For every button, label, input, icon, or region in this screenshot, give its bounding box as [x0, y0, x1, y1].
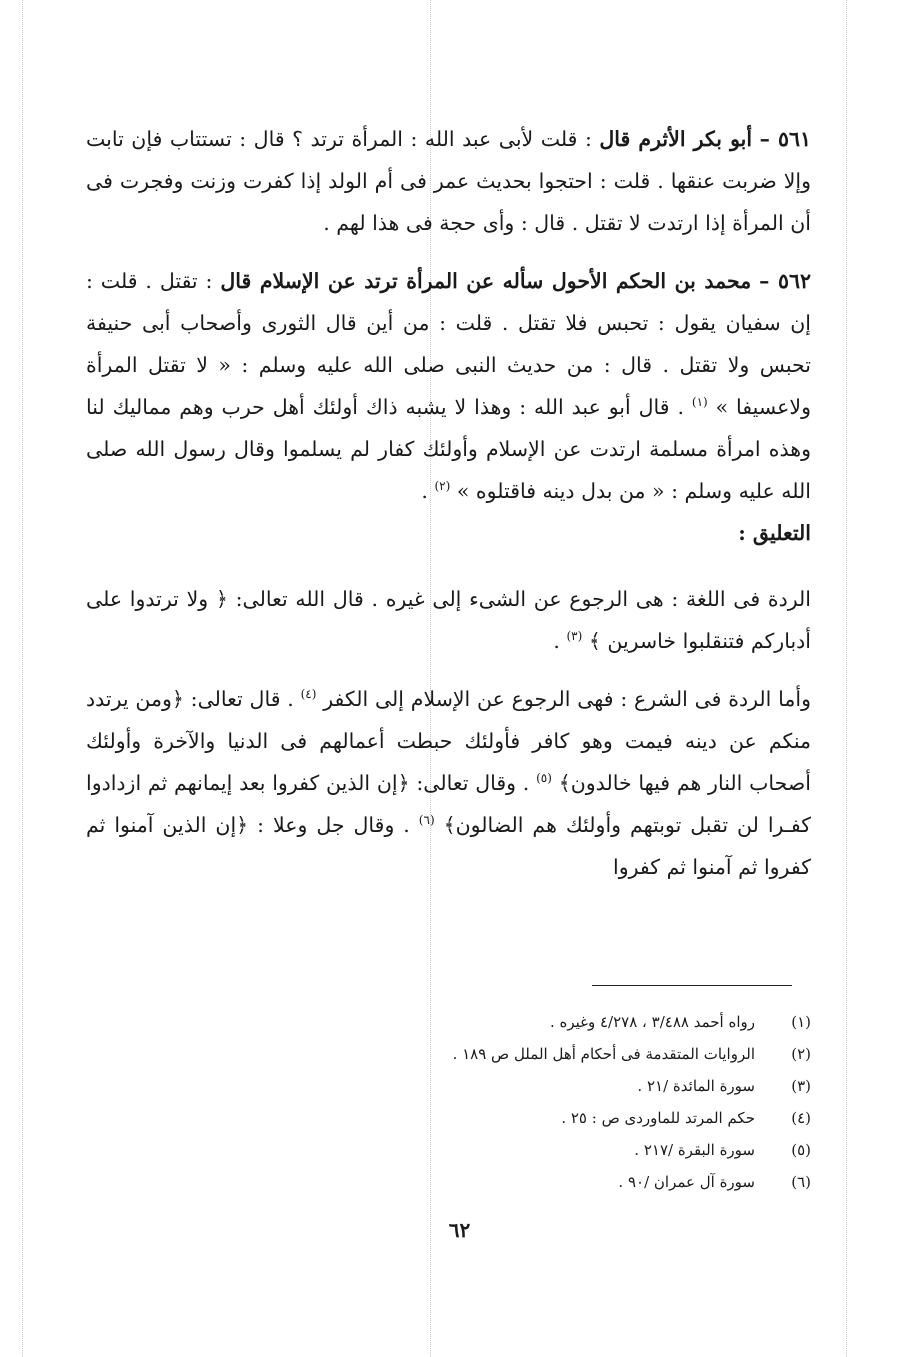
paragraph-gap	[86, 554, 811, 578]
scan-artifact-line-left	[22, 0, 23, 1357]
footnote-ref-1: (١)	[691, 395, 708, 410]
main-text	[86, 118, 811, 888]
footnote-text: سورة البقرة /٢١٧ .	[634, 1141, 755, 1159]
comment-paragraph-2	[86, 678, 811, 888]
entry-text: .	[421, 479, 428, 503]
comment-text: . وقال جل وعلا : ﴿إن الذين آمنوا ثم كفروا ثم آمنوا ثم كفروا	[86, 813, 811, 879]
footnote-number: (٥)	[791, 1141, 811, 1159]
entry-text: : تقتل . قلت : إن سفيان يقول : تحبس فلا تقتل . قلت : من أين قال الثورى وأصحاب أبى حنيفة تحبس ولا تقتل . قال : من حديث النبى صلى الله عليه وسلم : « لا تقتل المرأة ولاعسيفا »	[86, 269, 811, 419]
scan-artifact-line-right	[846, 0, 847, 1357]
page-number: ٦٢	[448, 1218, 471, 1242]
comment-text: الردة فى اللغة : هى الرجوع عن الشىء إلى غيره . قال الله تعالى: ﴿ ولا ترتدوا على أدباركم فتنقلبوا خاسرين ﴾	[86, 587, 811, 653]
footnote-divider	[592, 985, 792, 986]
footnote-number: (٤)	[791, 1109, 811, 1127]
entry-lead: محمد بن الحكم الأحول سأله عن المرأة ترتد عن الإسلام قال	[220, 269, 752, 293]
footnote-number: (٦)	[791, 1173, 811, 1191]
comment-text: .	[553, 629, 560, 653]
footnote-item	[311, 1134, 811, 1166]
footnote-item	[311, 1070, 811, 1102]
footnote-ref-3: (٣)	[566, 629, 583, 644]
entry-561	[86, 118, 811, 244]
comment-paragraph-1	[86, 578, 811, 662]
entry-number: ٥٦٢ –	[759, 269, 811, 293]
footnote-number: (٣)	[791, 1077, 811, 1095]
footnote-item	[311, 1006, 811, 1038]
comment-text: . وقال تعالى: ﴿إن الذين كفروا بعد إيمانهم ثم ازدادوا كفـرا لن تقبل توبتهم وأولئك هم الضالون﴾	[86, 771, 811, 837]
footnote-ref-2: (٢)	[434, 479, 451, 494]
entry-number: ٥٦١ –	[759, 127, 812, 151]
footnote-number: (١)	[791, 1013, 811, 1031]
footnote-item	[311, 1102, 811, 1134]
footnote-text: الروايات المتقدمة فى أحكام أهل الملل ص ١٨٩ .	[452, 1045, 755, 1063]
footnote-text: سورة آل عمران /٩٠ .	[618, 1173, 755, 1191]
comment-text: . قال تعالى: ﴿ومن يرتدد منكم عن دينه فيمت وهو كافر فأولئك حبطت أعمالهم فى الدنيا والآخرة وأولئك أصحاب النار هم فيها خالدون﴾	[86, 687, 811, 795]
footnote-text: سورة المائدة /٢١ .	[637, 1077, 755, 1095]
paragraph-gap	[86, 244, 811, 260]
entry-562	[86, 260, 811, 512]
footnote-item	[311, 1166, 811, 1198]
comment-heading: التعليق :	[738, 521, 811, 545]
footnote-item	[311, 1038, 811, 1070]
entry-text: . قال أبو عبد الله : وهذا لا يشبه ذاك أولئك أهل حرب وهم مماليك لنا وهذه امرأة مسلمة ارتدت عن الإسلام وأولئك كفار لم يسلموا وقال رسول الله صلى الله عليه وسلم : « من بدل دينه فاقتلوه »	[86, 395, 811, 503]
footnote-ref-4: (٤)	[300, 687, 317, 702]
footnote-text: حكم المرتد للماوردى ص : ٢٥ .	[561, 1109, 755, 1127]
entry-text: : قلت لأبى عبد الله : المرأة ترتد ؟ قال : تستتاب فإن تابت وإلا ضربت عنقها . قلت : احتجوا بحديث عمر فى أم الولد إذا كفرت وزنت وفجرت فى أن المرأة إذا ارتدت لا تقتل . قال : وأى حجة فى هذا لهم .	[86, 127, 811, 235]
footnote-ref-6: (٦)	[418, 813, 435, 828]
footnotes	[311, 1006, 811, 1198]
paragraph-gap	[86, 662, 811, 678]
footnote-text: رواه أحمد ٣/٤٨٨ ، ٤/٢٧٨ وغيره .	[549, 1013, 755, 1031]
entry-lead: أبو بكر الأثرم قال	[599, 127, 753, 151]
footnote-ref-5: (٥)	[536, 771, 552, 786]
comment-text: وأما الردة فى الشرع : فهى الرجوع عن الإسلام إلى الكفر	[323, 687, 811, 711]
footnote-number: (٢)	[791, 1045, 811, 1063]
